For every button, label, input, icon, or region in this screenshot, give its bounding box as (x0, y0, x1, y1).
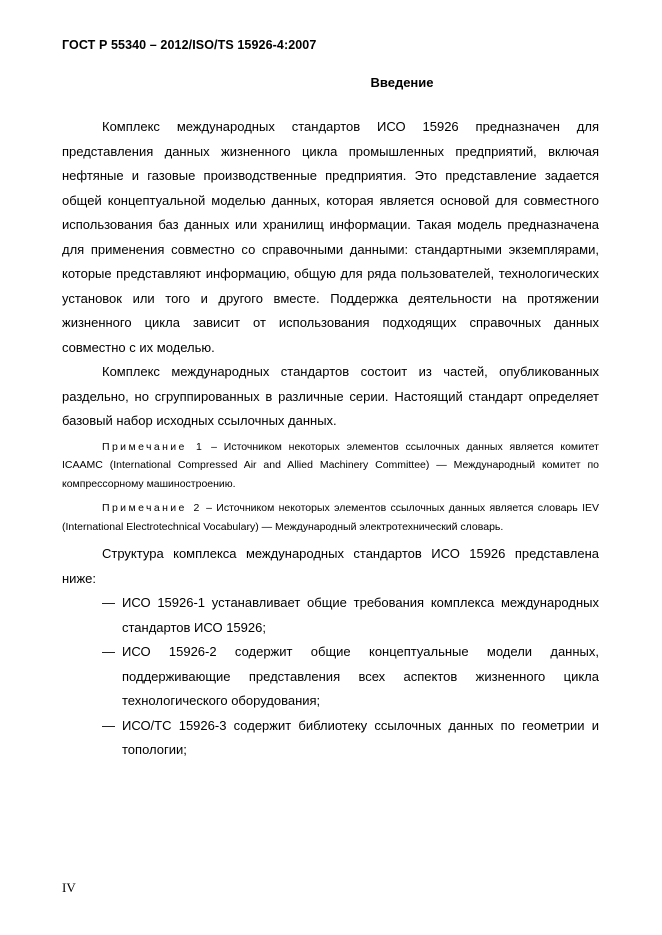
page-number: IV (62, 880, 76, 895)
list-dash: — (102, 644, 115, 659)
note-1-text: – Источником некоторых элементов ссылочных данных является комитет ICAAMC (International Compressed Air and Allied Machinery Committee) — Международный комитет по компрессорному машиностроению. (62, 440, 599, 490)
paragraph-intro: Комплекс международных стандартов ИСО 15926 предназначен для представления данных жизненного цикла промышленных предприятий, включая нефтяные и газовые производственные предприятия. Это представление задается общей концептуальной моделью данных, которая является основой для совместного использования баз данных или хранилищ информации. Такая модель предназначена для применения совместно со справочными данными: стандартными экземплярами, которые представляют информацию, общую для ряда пользователей, технологических установок или того и другого вместе. Поддержка деятельности на протяжении жизненного цикла зависит от использования подходящих справочных данных совместно с их моделью. (62, 119, 599, 355)
list-item (62, 591, 599, 640)
list-item-text: ИСО/ТС 15926-3 содержит библиотеку ссылочных данных по геометрии и топологии; (122, 717, 599, 757)
note-1-label: Примечание 1 (102, 440, 205, 453)
list-item-text: ИСО 15926-1 устанавливает общие требования комплекса международных стандартов ИСО 15926; (122, 595, 599, 635)
note-2-text: – Источником некоторых элементов ссылочных данных является словарь IEV (International Electrotechnical Vocabulary) — Международный электротехнический словарь. (62, 502, 599, 533)
paragraph-structure: Структура комплекса международных стандартов ИСО 15926 представлена ниже: (62, 546, 599, 586)
document-header: ГОСТ Р 55340 – 2012/ISO/TS 15926-4:2007 (62, 38, 317, 52)
section-title (0, 75, 662, 90)
structure-list (62, 591, 599, 763)
list-item-text: ИСО 15926-2 содержит общие концептуальные модели данных, поддерживающие представления всех аспектов жизненного цикла технологического оборудования; (122, 644, 599, 708)
list-dash: — (102, 595, 115, 610)
note-1 (62, 438, 599, 494)
list-item (62, 640, 599, 714)
list-item (62, 714, 599, 763)
section-title-text: Введение (370, 75, 434, 90)
note-2-label: Примечание 2 (102, 502, 202, 514)
paragraph-parts: Комплекс международных стандартов состоит из частей, опубликованных раздельно, но сгруппированных в различные серии. Настоящий стандарт определяет базовый набор исходных ссылочных данных. (62, 364, 599, 428)
note-2 (62, 499, 599, 536)
list-dash: — (102, 717, 115, 733)
document-body (62, 115, 599, 763)
